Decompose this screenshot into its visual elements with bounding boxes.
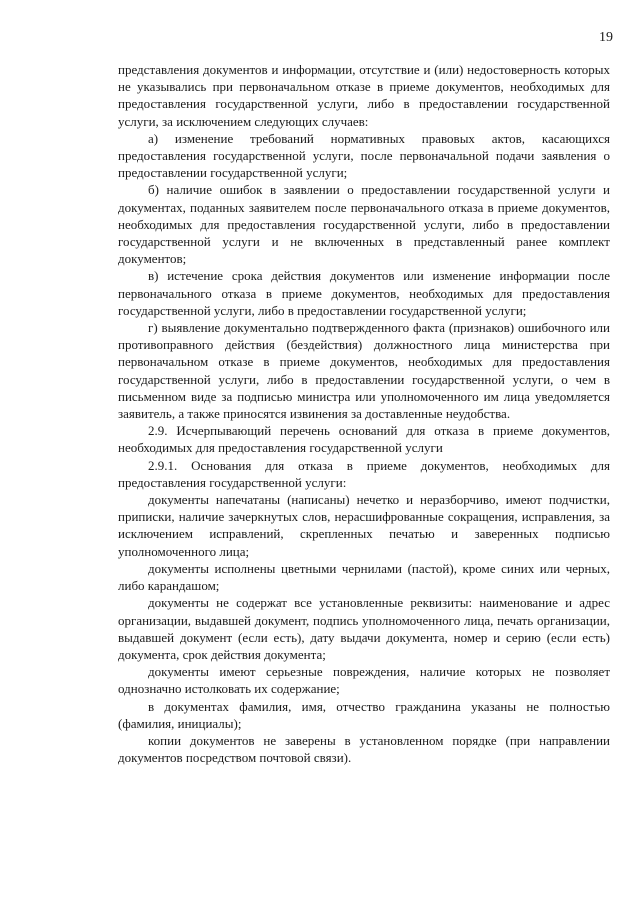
list-item-illegible: документы напечатаны (написаны) нечетко и неразборчиво, имеют подчистки, приписки, наличие зачеркнутых слов, нерасшифрованные сокращения, исправления, за исключением исправлений, скрепленных печатью и заверенных подписью уполномоченного лица;: [118, 492, 610, 559]
page-number: 19: [599, 30, 613, 45]
section-heading-2-9: 2.9. Исчерпывающий перечень оснований для отказа в приеме документов, необходимых для предоставления государственной услуги: [118, 423, 610, 456]
paragraph-item-g: г) выявление документально подтвержденного факта (признаков) ошибочного или противоправного действия (бездействия) должностного лица министерства при первоначальном отказе в приеме документов, необходимых для предоставления государственной услуги, либо в предоставлении государственной услуги, о чем в письменном виде за подписью министра или уполномоченного им лица уведомляется заявитель, а также приносятся извинения за доставленные неудобства.: [118, 320, 610, 422]
list-item-damage: документы имеют серьезные повреждения, наличие которых не позволяет однозначно истолковать их содержание;: [118, 664, 610, 697]
paragraph-item-v: в) истечение срока действия документов или изменение информации после первоначального отказа в приеме документов, необходимых для предоставления государственной услуги, либо в предоставлении государственной услуги;: [118, 268, 610, 318]
paragraph-item-a: а) изменение требований нормативных правовых актов, касающихся предоставления государственной услуги, после первоначальной подачи заявления о предоставлении государственной услуги;: [118, 130, 610, 181]
list-item-colored-ink: документы исполнены цветными чернилами (пастой), кроме синих или черных, либо карандашом;: [118, 560, 610, 594]
document-body: [118, 61, 610, 766]
list-item-incomplete-name: в документах фамилия, имя, отчество гражданина указаны не полностью (фамилия, инициалы);: [118, 698, 610, 731]
list-item-uncertified-copies: копии документов не заверены в установленном порядке (при направлении документов посредством почтовой связи).: [118, 732, 610, 766]
subsection-heading-2-9-1: 2.9.1. Основания для отказа в приеме документов, необходимых для предоставления государственной услуги:: [118, 457, 610, 490]
paragraph-intro-continuation: представления документов и информации, отсутствие и (или) недостоверность которых не указывались при первоначальном отказе в приеме документов, необходимых для предоставления государственной услуги, либо в предоставлении государственной услуги, за исключением следующих случаев:: [118, 62, 610, 129]
paragraph-item-b: б) наличие ошибок в заявлении о предоставлении государственной услуги и документах, поданных заявителем после первоначального отказа в приеме документов, необходимых для предоставления государственной услуги, либо в предоставлении государственной услуги и не включенных в представленный ранее комплект документов;: [118, 182, 610, 267]
list-item-missing-details: документы не содержат все установленные реквизиты: наименование и адрес организации, выдавшей документ, подпись уполномоченного лица, печать организации, выдавшей документ (если есть), дату выдачи документа, номер и серию (если есть) документа, срок действия документа;: [118, 595, 610, 662]
